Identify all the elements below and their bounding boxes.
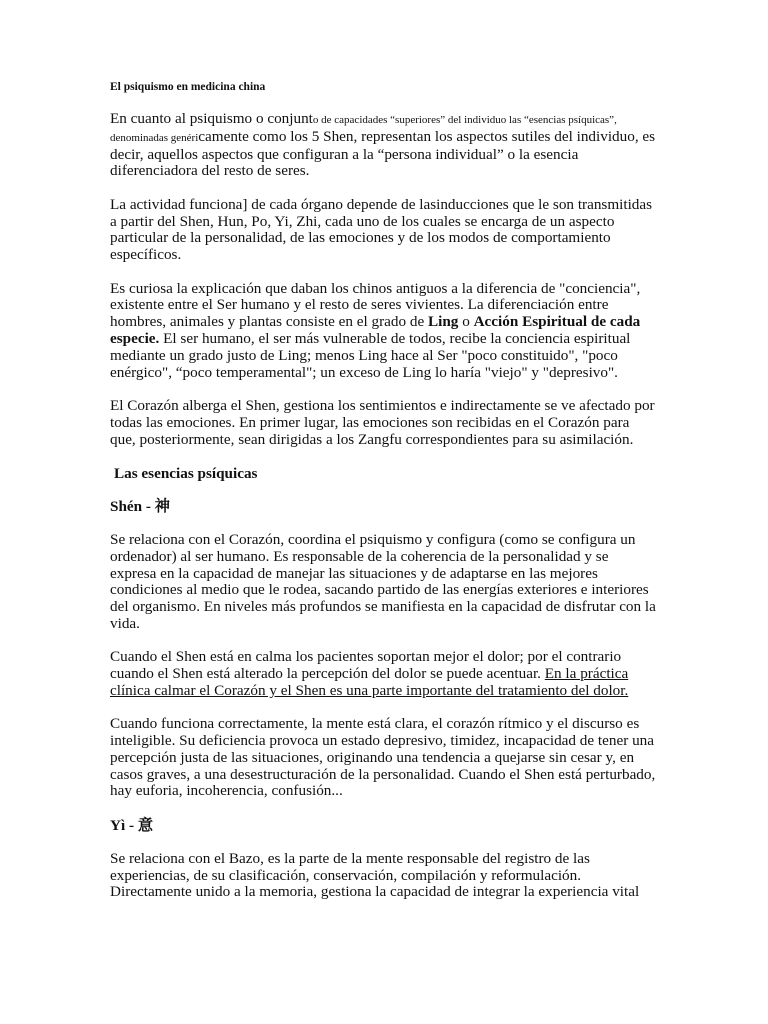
document-page [110, 80, 658, 918]
paragraph-psiquismo-part-a: En cuanto al psiquismo o conjunt [110, 110, 313, 127]
paragraph-shen-funcion: Cuando funciona correctamente, la mente está clara, el corazón rítmico y el discurso es inteligible. Su deficiencia provoca un estado depresivo, timidez, incapacidad de tener una percepción justa de las situaciones, originando una tendencia a quejarse sin cesar y, en casos graves, a una desestructuración de la personalidad. Cuando el Shen está perturbado, hay euforia, incoherencia, confusión... [110, 715, 656, 800]
term-ling: Ling [428, 313, 459, 331]
paragraph-conciencia-part-a: Es curiosa la explicación que daban los chinos antiguos a la diferencia de "conciencia", existente entre el Ser humano y el resto de seres vivientes. La diferenciación entre hombres, animales y plantas consiste en el grado de [110, 279, 641, 331]
paragraph-psiquismo [110, 111, 658, 180]
section-heading-esencias: Las esencias psíquicas [114, 464, 258, 482]
paragraph-shen-description: Se relaciona con el Corazón, coordina el psiquismo y configura (como se configura un ordenador) al ser humano. Es responsable de la coherencia de la personalidad y se expresa en la capacidad de manejar las situaciones y de adaptarse en las mejores condiciones al medio que le rodea, sacando partido de las energías exteriores e interiores del organismo. En niveles más profundos se manifiesta en la capacidad de disfrutar con la vida. [110, 530, 656, 632]
paragraph-yi-description: Se relaciona con el Bazo, es la parte de la mente responsable del registro de las experiencias, de su clasificación, conservación, compilación y reformulación. Directamente unido a la memoria, gestiona la capacidad de integrar la experiencia vital [110, 849, 640, 901]
term-accion-espiritual: Acción Espiritual de cada especie. [110, 313, 641, 347]
paragraph-psiquismo-small-text: o de capacidades “superiores” del individuo las “esencias psíquicas”, denominadas genéri [110, 114, 617, 144]
heading-shen: Shén - 神 [110, 497, 170, 515]
paragraph-shen-dolor [110, 649, 658, 699]
paragraph-conciencia-connector: o [458, 313, 474, 331]
document-title: El psiquismo en medicina china [110, 81, 266, 93]
paragraph-corazon: El Corazón alberga el Shen, gestiona los sentimientos e indirectamente se ve afectado por todas las emociones. En primer lugar, las emociones son recibidas en el Corazón para que, posteriormente, sean dirigidas a los Zangfu correspondientes para su asimilación. [110, 396, 655, 448]
paragraph-shen-dolor-part-a: Cuando el Shen está en calma los pacientes soportan mejor el dolor; por el contrario cuando el Shen está alterado la percepción del dolor se puede acentuar. [110, 648, 622, 683]
paragraph-conciencia [110, 281, 658, 382]
paragraph-psiquismo-part-c: camente como los 5 Shen, representan los aspectos sutiles del individuo, es decir, aquellos aspectos que configuran a la “persona individual” o la esencia diferenciadora del resto de seres. [110, 127, 656, 180]
underlined-note: En la práctica clínica calmar el Corazón y el Shen es una parte importante del tratamiento del dolor. [110, 665, 629, 699]
paragraph-actividad-funcional: La actividad funciona] de cada órgano depende de lasinducciones que le son transmitidas a partir del Shen, Hun, Po, Yi, Zhi, cada uno de los cuales se encarga de un aspecto particular de la personalidad, de las emociones y de los modos de comportamiento específicos. [110, 195, 653, 264]
heading-yi: Yì - 意 [110, 816, 154, 834]
paragraph-conciencia-part-e: El ser humano, el ser más vulnerable de todos, recibe la conciencia espiritual mediante un grado justo de Ling; menos Ling hace al Ser "poco constituido", "poco enérgico", “poco temperamental"; un exceso de Ling lo haría "viejo" y "depresivo". [110, 329, 631, 381]
